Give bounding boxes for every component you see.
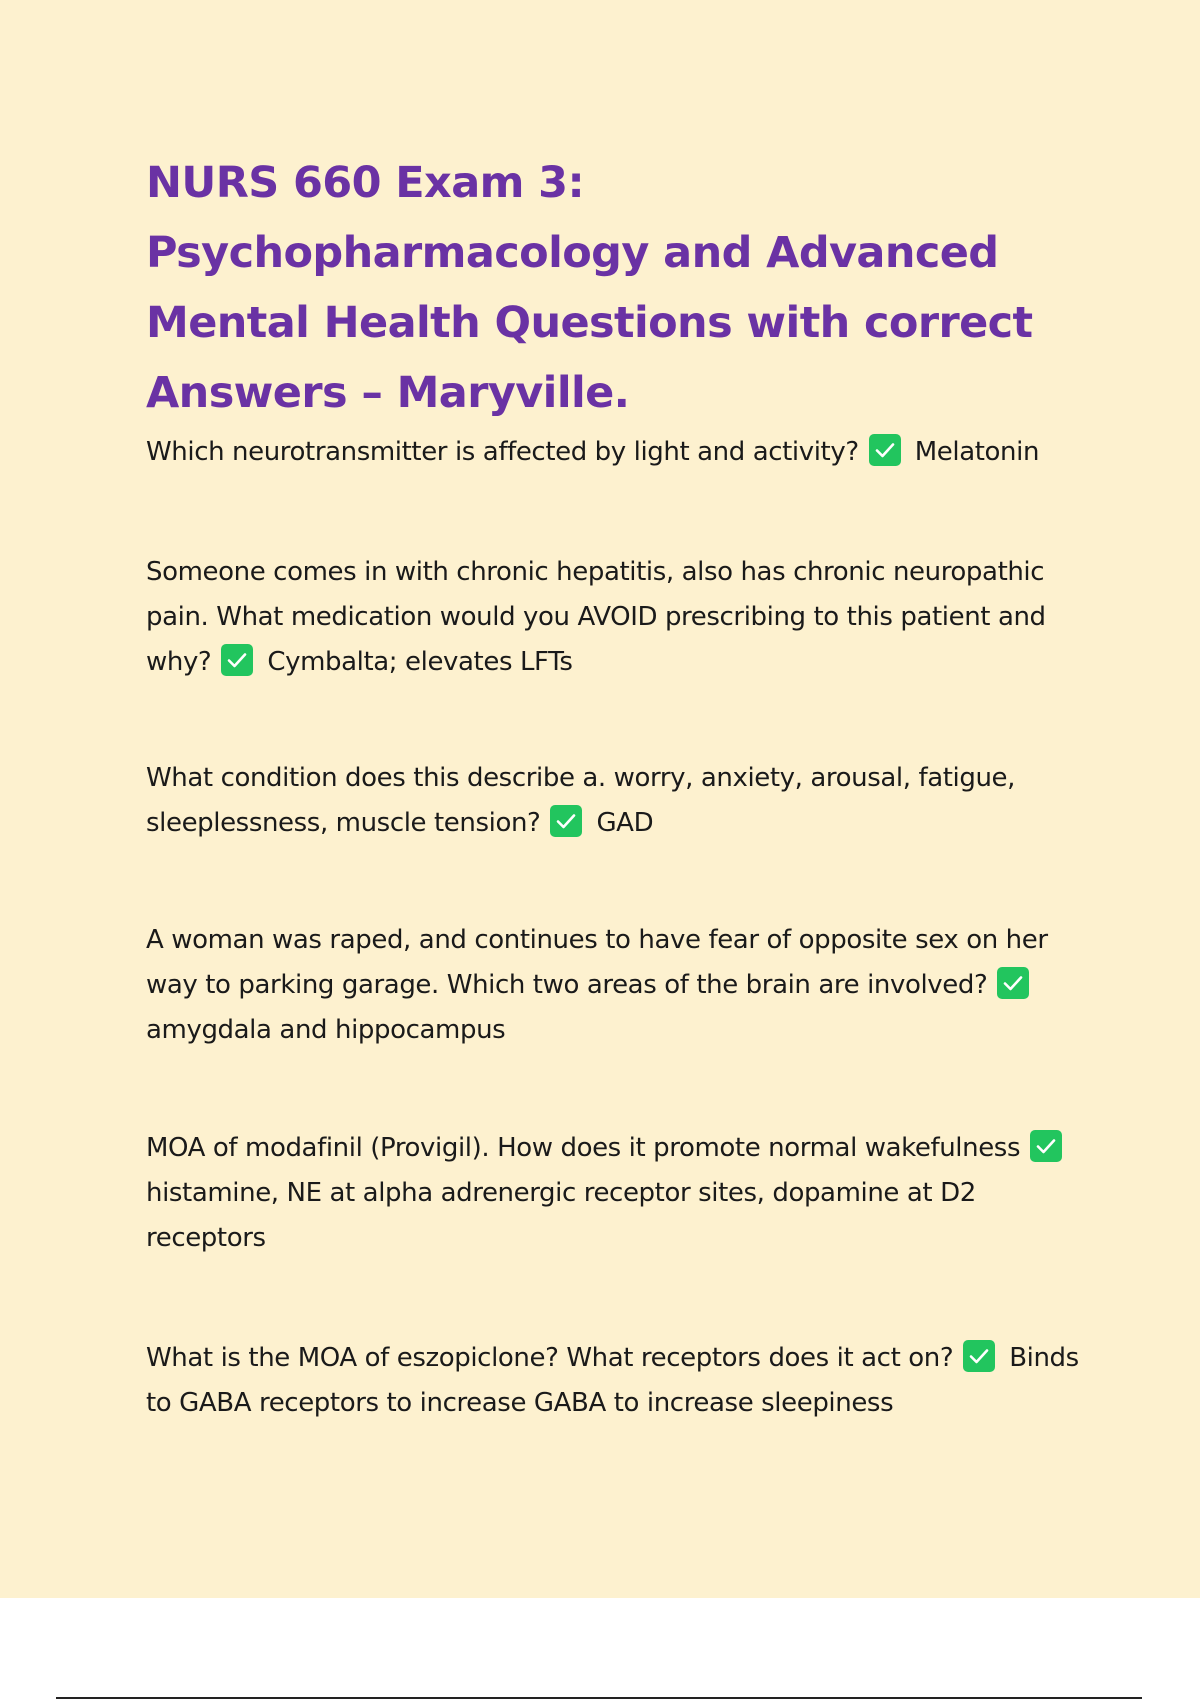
qa-item-2 bbox=[146, 550, 1090, 685]
question-text: What is the MOA of eszopiclone? What receptors does it act on? bbox=[146, 1343, 954, 1373]
answer-text: Binds to GABA receptors to increase GABA to increase sleepiness bbox=[146, 1343, 1079, 1418]
question-text: MOA of modafinil (Provigil). How does it promote normal wakefulness bbox=[146, 1133, 1021, 1163]
qa-item-3 bbox=[146, 756, 1090, 846]
question-text: Which neurotransmitter is affected by light and activity? bbox=[146, 437, 859, 467]
qa-item-6 bbox=[146, 1336, 1090, 1426]
answer-text: GAD bbox=[596, 808, 654, 838]
question-text: What condition does this describe a. worry, anxiety, arousal, fatigue, sleeplessness, muscle tension? bbox=[146, 763, 1016, 838]
document-title: NURS 660 Exam 3: Psychopharmacology and Advanced Mental Health Questions with correct Answers – Maryville. bbox=[146, 158, 1033, 418]
answer-text: amygdala and hippocampus bbox=[146, 1015, 506, 1045]
footer-divider bbox=[56, 1697, 1142, 1699]
answer-text: histamine, NE at alpha adrenergic receptor sites, dopamine at D2 receptors bbox=[146, 1178, 976, 1253]
answer-text: Cymbalta; elevates LFTs bbox=[267, 647, 573, 677]
check-box-icon bbox=[550, 805, 582, 837]
question-text: A woman was raped, and continues to have fear of opposite sex on her way to parking garage. Which two areas of the brain are involved? bbox=[146, 925, 1048, 1000]
answer-text: Melatonin bbox=[914, 437, 1040, 467]
check-box-icon bbox=[1030, 1130, 1062, 1162]
qa-item-1 bbox=[146, 430, 1090, 475]
check-box-icon bbox=[869, 434, 901, 466]
qa-item-5 bbox=[146, 1126, 1090, 1261]
question-text: Someone comes in with chronic hepatitis, also has chronic neuropathic pain. What medication would you AVOID prescribing to this patient and why? bbox=[146, 557, 1046, 677]
check-box-icon bbox=[997, 967, 1029, 999]
qa-item-4 bbox=[146, 918, 1090, 1053]
check-box-icon bbox=[221, 644, 253, 676]
check-box-icon bbox=[963, 1340, 995, 1372]
